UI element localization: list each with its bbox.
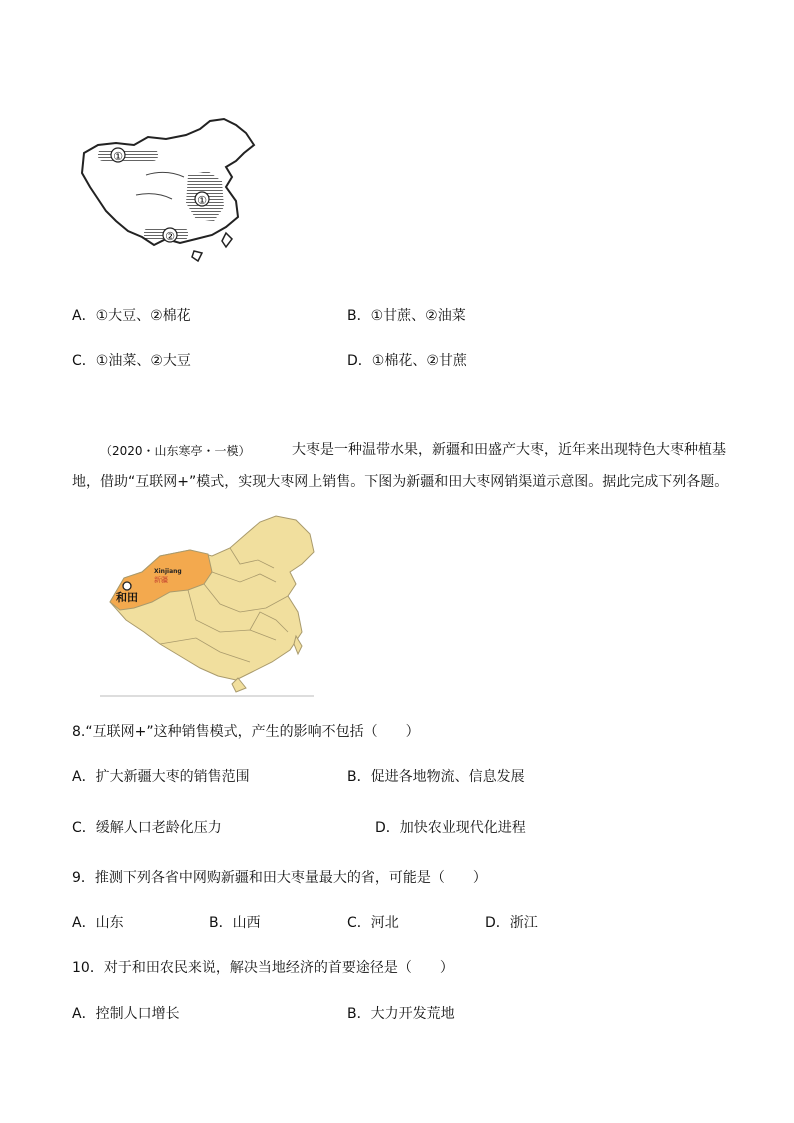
xinjiang-en-label: Xinjiang bbox=[154, 568, 182, 575]
hotan-label: 和田 bbox=[116, 591, 138, 604]
region-1-west bbox=[98, 149, 158, 161]
q7-option-a[interactable]: A．①大豆、②棉花 bbox=[72, 308, 191, 324]
q8-option-b[interactable]: B．促进各地物流、信息发展 bbox=[347, 769, 525, 785]
passage-source: （2020・山东寒亭・一模） bbox=[100, 444, 251, 458]
q9-stem: 9．推测下列各省中网购新疆和田大枣量最大的省，可能是（ ） bbox=[72, 870, 487, 886]
map1-label-1-west: ① bbox=[113, 150, 123, 163]
q8-option-a[interactable]: A．扩大新疆大枣的销售范围 bbox=[72, 769, 250, 785]
q10-option-a[interactable]: A．控制人口增长 bbox=[72, 1006, 180, 1022]
china-outline bbox=[82, 119, 254, 245]
q8-stem: 8.“互联网+”这种销售模式，产生的影响不包括（ ） bbox=[72, 724, 420, 740]
hotan-marker bbox=[123, 582, 131, 590]
passage-line-1: 大枣是一种温带水果，新疆和田盛产大枣，近年来出现特色大枣种植基 bbox=[292, 442, 726, 458]
q7-option-d[interactable]: D．①棉花、②甘蔗 bbox=[347, 353, 467, 369]
map1-label-2: ② bbox=[165, 230, 175, 243]
q9-option-a[interactable]: A．山东 bbox=[72, 915, 124, 931]
q10-option-b[interactable]: B．大力开发荒地 bbox=[347, 1006, 455, 1022]
xinjiang-hotan-map bbox=[100, 512, 320, 697]
q7-option-b[interactable]: B．①甘蔗、②油菜 bbox=[347, 308, 466, 324]
q9-option-b[interactable]: B．山西 bbox=[209, 915, 261, 931]
q9-option-d[interactable]: D．浙江 bbox=[485, 915, 538, 931]
q8-option-d[interactable]: D．加快农业现代化进程 bbox=[375, 820, 526, 836]
xinjiang-cn-label: 新疆 bbox=[154, 576, 168, 584]
passage-line-2: 地，借助“互联网+”模式，实现大枣网上销售。下图为新疆和田大枣网销渠道示意图。据此完成下列各题。 bbox=[72, 474, 729, 490]
map1-label-1-east: ① bbox=[197, 194, 207, 207]
q9-option-c[interactable]: C．河北 bbox=[347, 915, 399, 931]
q8-option-c[interactable]: C．缓解人口老龄化压力 bbox=[72, 820, 222, 836]
q7-option-c[interactable]: C．①油菜、②大豆 bbox=[72, 353, 191, 369]
crop-distribution-map bbox=[76, 115, 266, 265]
q10-stem: 10．对于和田农民来说，解决当地经济的首要途径是（ ） bbox=[72, 960, 454, 976]
